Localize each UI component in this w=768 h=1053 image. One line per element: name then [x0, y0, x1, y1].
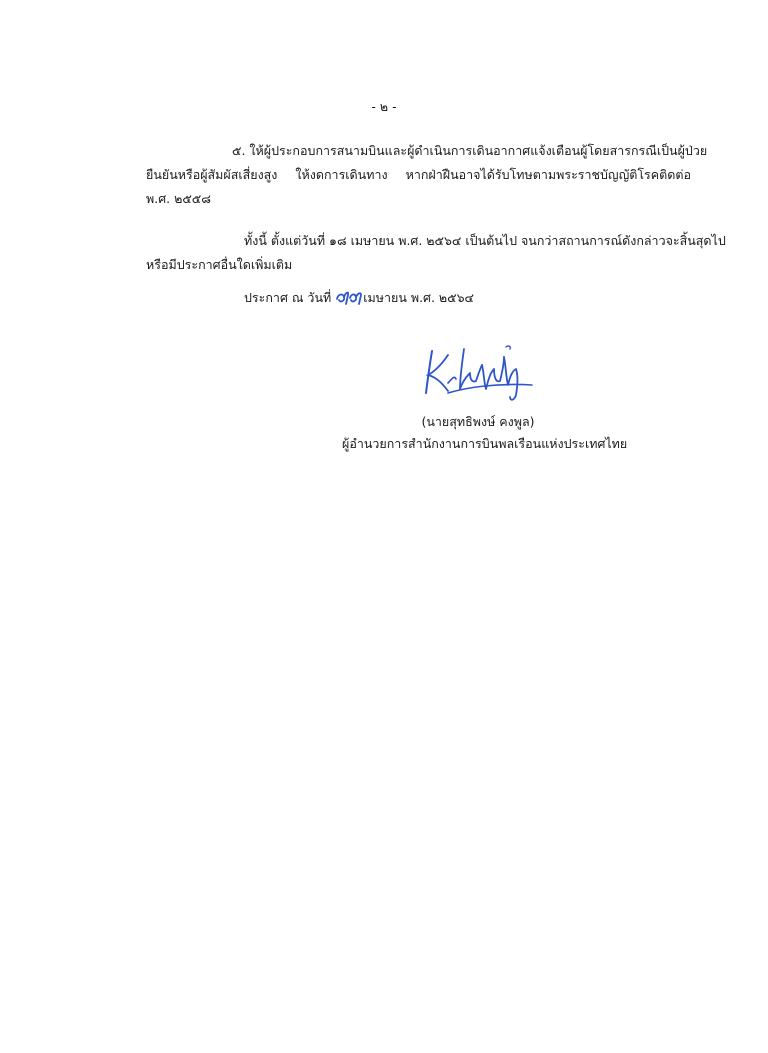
paragraph-5-line-1: ๕. ให้ผู้ประกอบการสนามบินและผู้ดำเนินการเดินอากาศแจ้งเตือนผู้โดยสารกรณีเป็นผู้ป่วย	[232, 143, 708, 158]
date-prefix: ประกาศ ณ วันที่	[244, 290, 332, 305]
paragraph-5-line-3: พ.ศ. ๒๕๕๘	[146, 191, 211, 206]
page-number: - ๒ -	[371, 99, 397, 114]
effective-clause-line-1: ทั้งนี้ ตั้งแต่วันที่ ๑๘ เมษายน พ.ศ. ๒๕๖๔ เป็นต้นไป จนกว่าสถานการณ์ดังกล่าวจะสิ้นสุดไป	[244, 233, 726, 248]
effective-clause-line-2: หรือมีประกาศอื่นใดเพิ่มเติม	[146, 257, 293, 272]
signer-title: ผู้อำนวยการสำนักงานการบินพลเรือนแห่งประเทศไทย	[342, 436, 628, 451]
handwritten-day-drawing	[335, 289, 363, 307]
announcement-date	[244, 289, 474, 307]
signature-image	[418, 343, 536, 405]
handwritten-day	[335, 289, 363, 307]
date-suffix: เมษายน พ.ศ. ๒๕๖๔	[363, 290, 475, 305]
paragraph-5-line-2: ยืนยันหรือผู้สัมผัสเสี่ยงสูง ให้งดการเดินทาง หากฝ่าฝืนอาจได้รับโทษตามพระราชบัญญัติโรคติดต่อ	[146, 167, 691, 182]
signer-name: (นายสุทธิพงษ์ คงพูล)	[421, 414, 535, 429]
